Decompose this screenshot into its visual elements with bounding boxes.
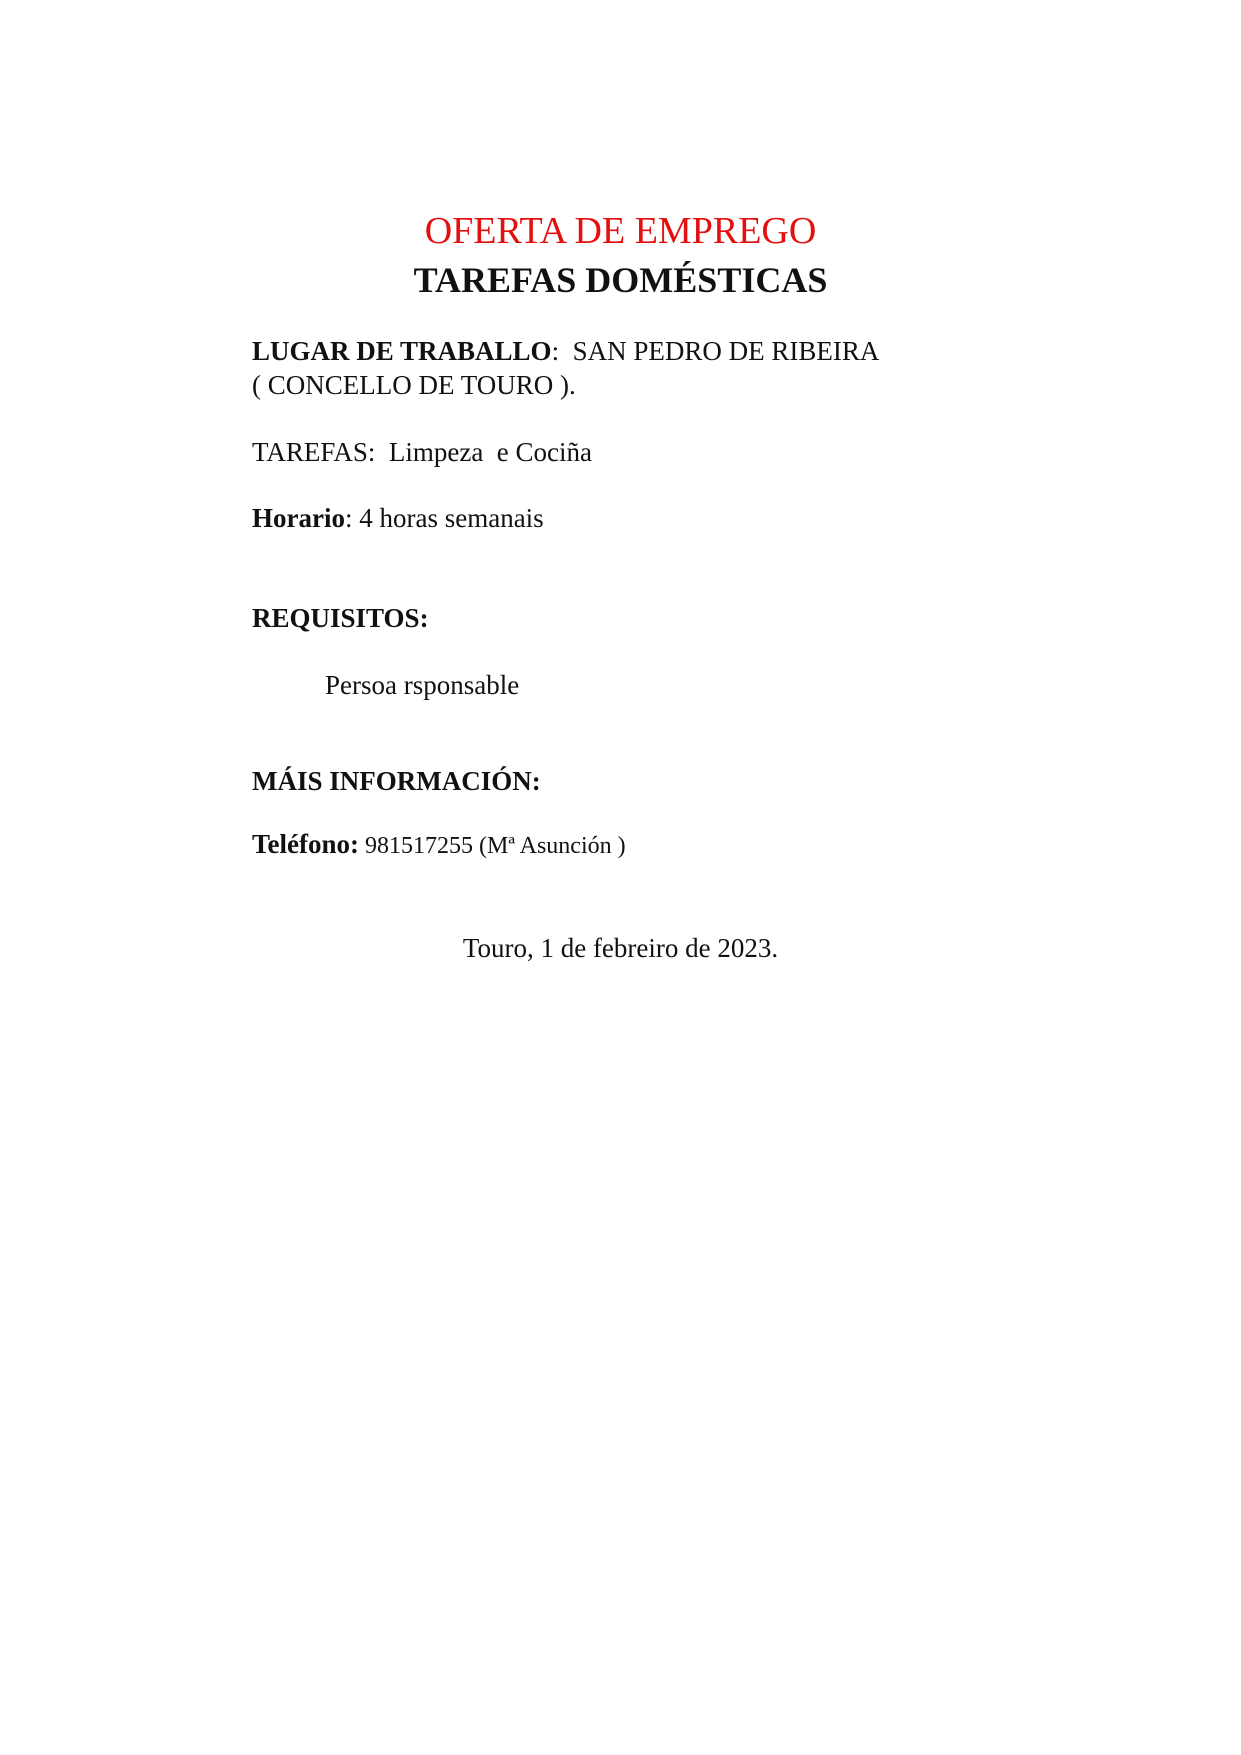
workplace-separator: : [551, 336, 573, 366]
workplace-label: LUGAR DE TRABALLO [252, 336, 552, 366]
place-date: Touro, 1 de febreiro de 2023. [462, 933, 779, 963]
schedule-value: : 4 horas semanais [344, 503, 544, 533]
offer-title: OFERTA DE EMPREGO [424, 210, 817, 252]
tasks-line [252, 439, 592, 466]
schedule-label: Horario [252, 503, 345, 533]
phone-label: Teléfono: [252, 829, 359, 859]
requirement-item: Persoa rsponsable [325, 670, 520, 700]
tasks-value: Limpeza e Cociña [375, 437, 593, 467]
phone-value: 981517255 (Mª Asunción ) [359, 833, 626, 859]
more-info-heading: MÁIS INFORMACIÓN: [252, 766, 541, 796]
workplace-line [252, 338, 879, 365]
workplace-value-line2: ( CONCELLO DE TOURO ). [252, 370, 576, 400]
tasks-label: TAREFAS: [252, 437, 376, 467]
schedule-line [252, 505, 544, 532]
offer-subtitle: TAREFAS DOMÉSTICAS [413, 260, 828, 300]
phone-line [252, 831, 626, 858]
workplace-value: SAN PEDRO DE RIBEIRA [572, 336, 880, 366]
requirements-heading: REQUISITOS: [252, 603, 429, 633]
